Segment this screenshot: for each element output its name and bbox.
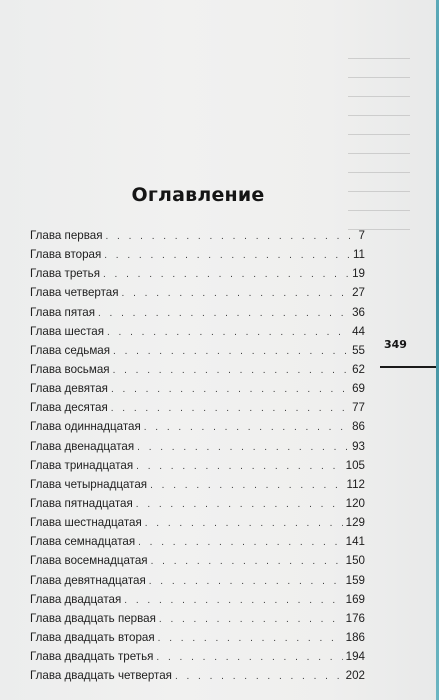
page-number-rule — [380, 366, 439, 368]
toc-entry-page: 194 — [345, 650, 365, 664]
toc-entry-label: Глава пятнадцатая — [30, 496, 133, 510]
toc-entry — [30, 401, 365, 420]
toc-entry-label: Глава двадцать вторая — [30, 630, 155, 644]
toc-entry-label: Глава десятая — [30, 401, 108, 415]
toc-entry-page: 202 — [345, 669, 365, 683]
dot-leader — [156, 652, 342, 663]
toc-entry-label: Глава девятая — [30, 382, 108, 396]
toc-entry-label: Глава двенадцатая — [30, 439, 135, 453]
page-number: 349 — [384, 338, 407, 351]
toc-entry — [30, 248, 365, 267]
toc-entry-page: 69 — [352, 382, 365, 396]
toc-entry-label: Глава четырнадцатая — [30, 477, 148, 491]
page-title: Оглавление — [131, 184, 265, 206]
toc-entry-label: Глава третья — [30, 267, 100, 281]
toc-entry-page: 120 — [345, 496, 365, 510]
toc-entry — [30, 650, 365, 669]
toc-entry-label: Глава двадцать первая — [30, 611, 156, 625]
toc-entry — [30, 344, 365, 363]
toc-entry-label: Глава тринадцатая — [30, 458, 134, 472]
toc-entry-page: 11 — [352, 248, 365, 262]
toc-entry-page: 27 — [352, 286, 365, 300]
toc-entry — [30, 325, 365, 344]
dot-leader — [103, 269, 349, 280]
toc-entry — [30, 420, 365, 439]
toc-entry — [30, 363, 365, 382]
dot-leader — [149, 576, 343, 587]
show-through-text — [348, 40, 410, 230]
dot-leader — [107, 327, 349, 338]
toc-entry-label: Глава шестая — [30, 324, 104, 338]
toc-entry-page: 93 — [352, 439, 365, 453]
toc-entry-page: 62 — [352, 362, 365, 376]
dot-leader — [105, 231, 355, 242]
dot-leader — [113, 346, 349, 357]
toc-entry-label: Глава девятнадцатая — [30, 573, 146, 587]
dot-leader — [122, 288, 350, 299]
toc-entry — [30, 286, 365, 305]
table-of-contents — [30, 229, 365, 688]
toc-entry — [30, 267, 365, 286]
toc-entry — [30, 497, 365, 516]
toc-entry-page: 105 — [345, 458, 365, 472]
toc-entry-label: Глава четвертая — [30, 286, 119, 300]
dot-leader — [144, 422, 349, 433]
toc-entry-page: 141 — [345, 535, 365, 549]
toc-entry — [30, 574, 365, 593]
dot-leader — [150, 480, 343, 491]
toc-entry-page: 77 — [352, 401, 365, 415]
toc-entry-label: Глава двадцать четвертая — [30, 669, 172, 683]
dot-leader — [111, 384, 349, 395]
toc-entry-page: 86 — [352, 420, 365, 434]
toc-entry-label: Глава вторая — [30, 248, 102, 262]
dot-leader — [138, 537, 343, 548]
toc-entry-page: 129 — [345, 516, 365, 530]
toc-entry-page: 169 — [345, 592, 365, 606]
dot-leader — [104, 250, 350, 261]
toc-entry-page: 112 — [346, 477, 365, 491]
toc-entry-label: Глава пятая — [30, 305, 95, 319]
dot-leader — [111, 403, 349, 414]
toc-entry-page: 159 — [345, 573, 365, 587]
toc-entry-page: 150 — [345, 554, 365, 568]
dot-leader — [98, 308, 349, 319]
dot-leader — [151, 556, 343, 567]
toc-entry — [30, 669, 365, 688]
toc-entry-page: 55 — [352, 343, 365, 357]
toc-entry — [30, 229, 365, 248]
toc-entry — [30, 306, 365, 325]
dot-leader — [113, 365, 350, 376]
toc-entry-label: Глава двадцатая — [30, 592, 122, 606]
toc-entry-label: Глава восемнадцатая — [30, 554, 148, 568]
toc-entry-label: Глава шестнадцатая — [30, 516, 142, 530]
dot-leader — [136, 461, 343, 472]
toc-entry — [30, 554, 365, 573]
toc-entry — [30, 631, 365, 650]
toc-entry-page: 186 — [345, 630, 365, 644]
toc-entry-label: Глава семнадцатая — [30, 535, 136, 549]
dot-leader — [145, 518, 343, 529]
toc-entry-label: Глава двадцать третья — [30, 650, 154, 664]
toc-entry-label: Глава одиннадцатая — [30, 420, 141, 434]
toc-entry — [30, 612, 365, 631]
dot-leader — [137, 442, 349, 453]
toc-entry — [30, 516, 365, 535]
toc-entry — [30, 459, 365, 478]
toc-entry — [30, 593, 365, 612]
toc-entry-page: 19 — [352, 267, 365, 281]
dot-leader — [159, 614, 343, 625]
toc-entry-label: Глава восьмая — [30, 362, 110, 376]
dot-leader — [158, 633, 343, 644]
dot-leader — [136, 499, 343, 510]
toc-entry — [30, 440, 365, 459]
toc-entry-label: Глава первая — [30, 229, 103, 242]
dot-leader — [124, 595, 342, 606]
toc-entry — [30, 382, 365, 401]
toc-entry-page: 44 — [352, 324, 365, 338]
toc-entry — [30, 478, 365, 497]
toc-entry-page: 176 — [345, 611, 365, 625]
toc-entry-page: 7 — [358, 229, 365, 242]
toc-entry-label: Глава седьмая — [30, 343, 111, 357]
toc-entry-page: 36 — [352, 305, 365, 319]
dot-leader — [175, 671, 343, 682]
toc-entry — [30, 535, 365, 554]
